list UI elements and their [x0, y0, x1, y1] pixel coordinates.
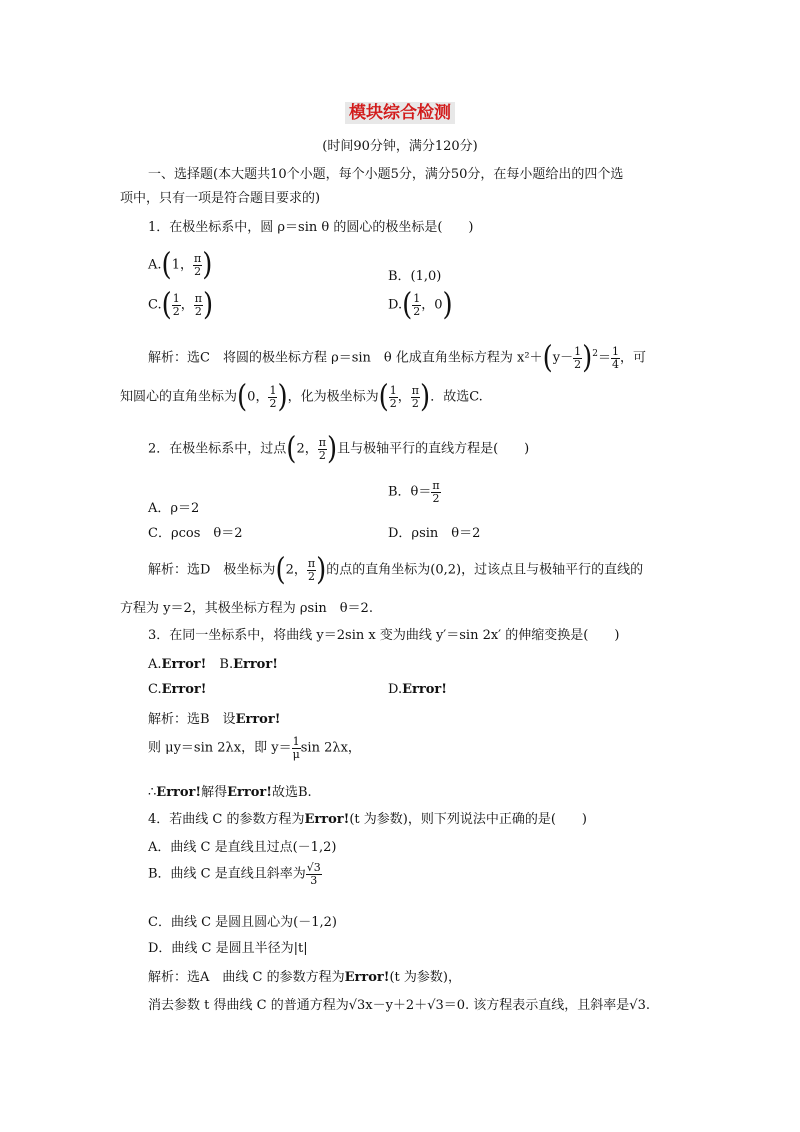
q4-option-c: C．曲线 C 是圆且圆心为(－1,2) [148, 915, 337, 930]
q4-option-d: D．曲线 C 是圆且半径为|t| [148, 941, 308, 956]
q3-option-c: C.Error! [148, 682, 207, 697]
q3-options-ab: A.Error! B.Error! [148, 657, 278, 672]
section-heading-line1: 一、选择题(本大题共10个小题，每个小题5分，满分50分，在每小题给出的四个选 [148, 167, 624, 182]
q1-option-b: B．(1,0) [388, 269, 442, 284]
q2-solution-line1: 解析：选D 极坐标为(2， $\frac{\pi}{2}$ )的点的直角坐标为(0,2)，过该点且与极轴平行的直线的 [148, 552, 644, 588]
q3-solution-line1: 解析：选B 设Error! [148, 712, 281, 727]
q3-solution-line2: 则 μy＝sin 2λx，即 y＝ $\frac{1}{\mu}$ sin 2λx， [148, 735, 361, 761]
q1-option-d: D.( $\frac{1}{2}$ ，0) [388, 287, 453, 323]
q3-option-d: D.Error! [388, 682, 447, 697]
q4-solution-line2: 消去参数 t 得曲线 C 的普通方程为√3x－y＋2＋√3＝0. 该方程表示直线，且斜率是√3. [148, 998, 650, 1013]
q4-stem: 4．若曲线 C 的参数方程为Error!(t 为参数)，则下列说法中正确的是( ) [148, 812, 587, 827]
q1-solution-line2: 知圆心的直角坐标为(0， $\frac{1}{2}$ )，化为极坐标为( $\frac{1}{2}$ ， $\frac{\pi}{2}$ )．故选C. [120, 379, 483, 415]
exam-info: (时间90分钟，满分120分) [322, 139, 478, 154]
document-title: 模块综合检测 [0, 98, 800, 123]
q2-stem: 2．在极坐标系中，过点(2， $\frac{\pi}{2}$ )且与极轴平行的直线方程是( ) [148, 431, 530, 467]
q2-option-a: A．ρ＝2 [148, 501, 200, 516]
q2-option-b: B．θ＝ $\frac{\pi}{2}$ [388, 479, 440, 505]
q1-option-c: C.( $\frac{1}{2}$ ， $\frac{\pi}{2}$ ) [148, 287, 214, 323]
q2-solution-line2: 方程为 y＝2，其极坐标方程为 ρsin θ＝2. [120, 601, 373, 616]
q1-solution-line1: 解析：选C 将圆的极坐标方程 ρ＝sin θ 化成直角坐标方程为 x²＋(y－ $\frac{1}{2}$ )$^2$＝ $\frac{1}{4}$ ，可 [148, 340, 646, 376]
q4-solution-line1: 解析：选A 曲线 C 的参数方程为Error!(t 为参数)， [148, 970, 461, 985]
q3-stem: 3．在同一坐标系中，将曲线 y＝2sin x 变为曲线 y′＝sin 2x′ 的伸缩变换是( ) [148, 628, 620, 643]
q4-option-a: A．曲线 C 是直线且过点(－1,2) [148, 840, 337, 855]
q4-option-b: B．曲线 C 是直线且斜率为 $\frac{√3}{3}$ [148, 861, 321, 887]
q3-solution-line3: ∴Error!解得Error!故选B. [148, 785, 312, 800]
section-heading-line2: 项中，只有一项是符合题目要求的) [120, 191, 321, 206]
q1-option-a: A.(1， $\frac{\pi}{2}$ ) [148, 247, 213, 283]
q1-stem: 1．在极坐标系中，圆 ρ＝sin θ 的圆心的极坐标是( ) [148, 220, 474, 235]
q2-option-d: D．ρsin θ＝2 [388, 526, 481, 541]
q2-option-c: C．ρcos θ＝2 [148, 526, 243, 541]
